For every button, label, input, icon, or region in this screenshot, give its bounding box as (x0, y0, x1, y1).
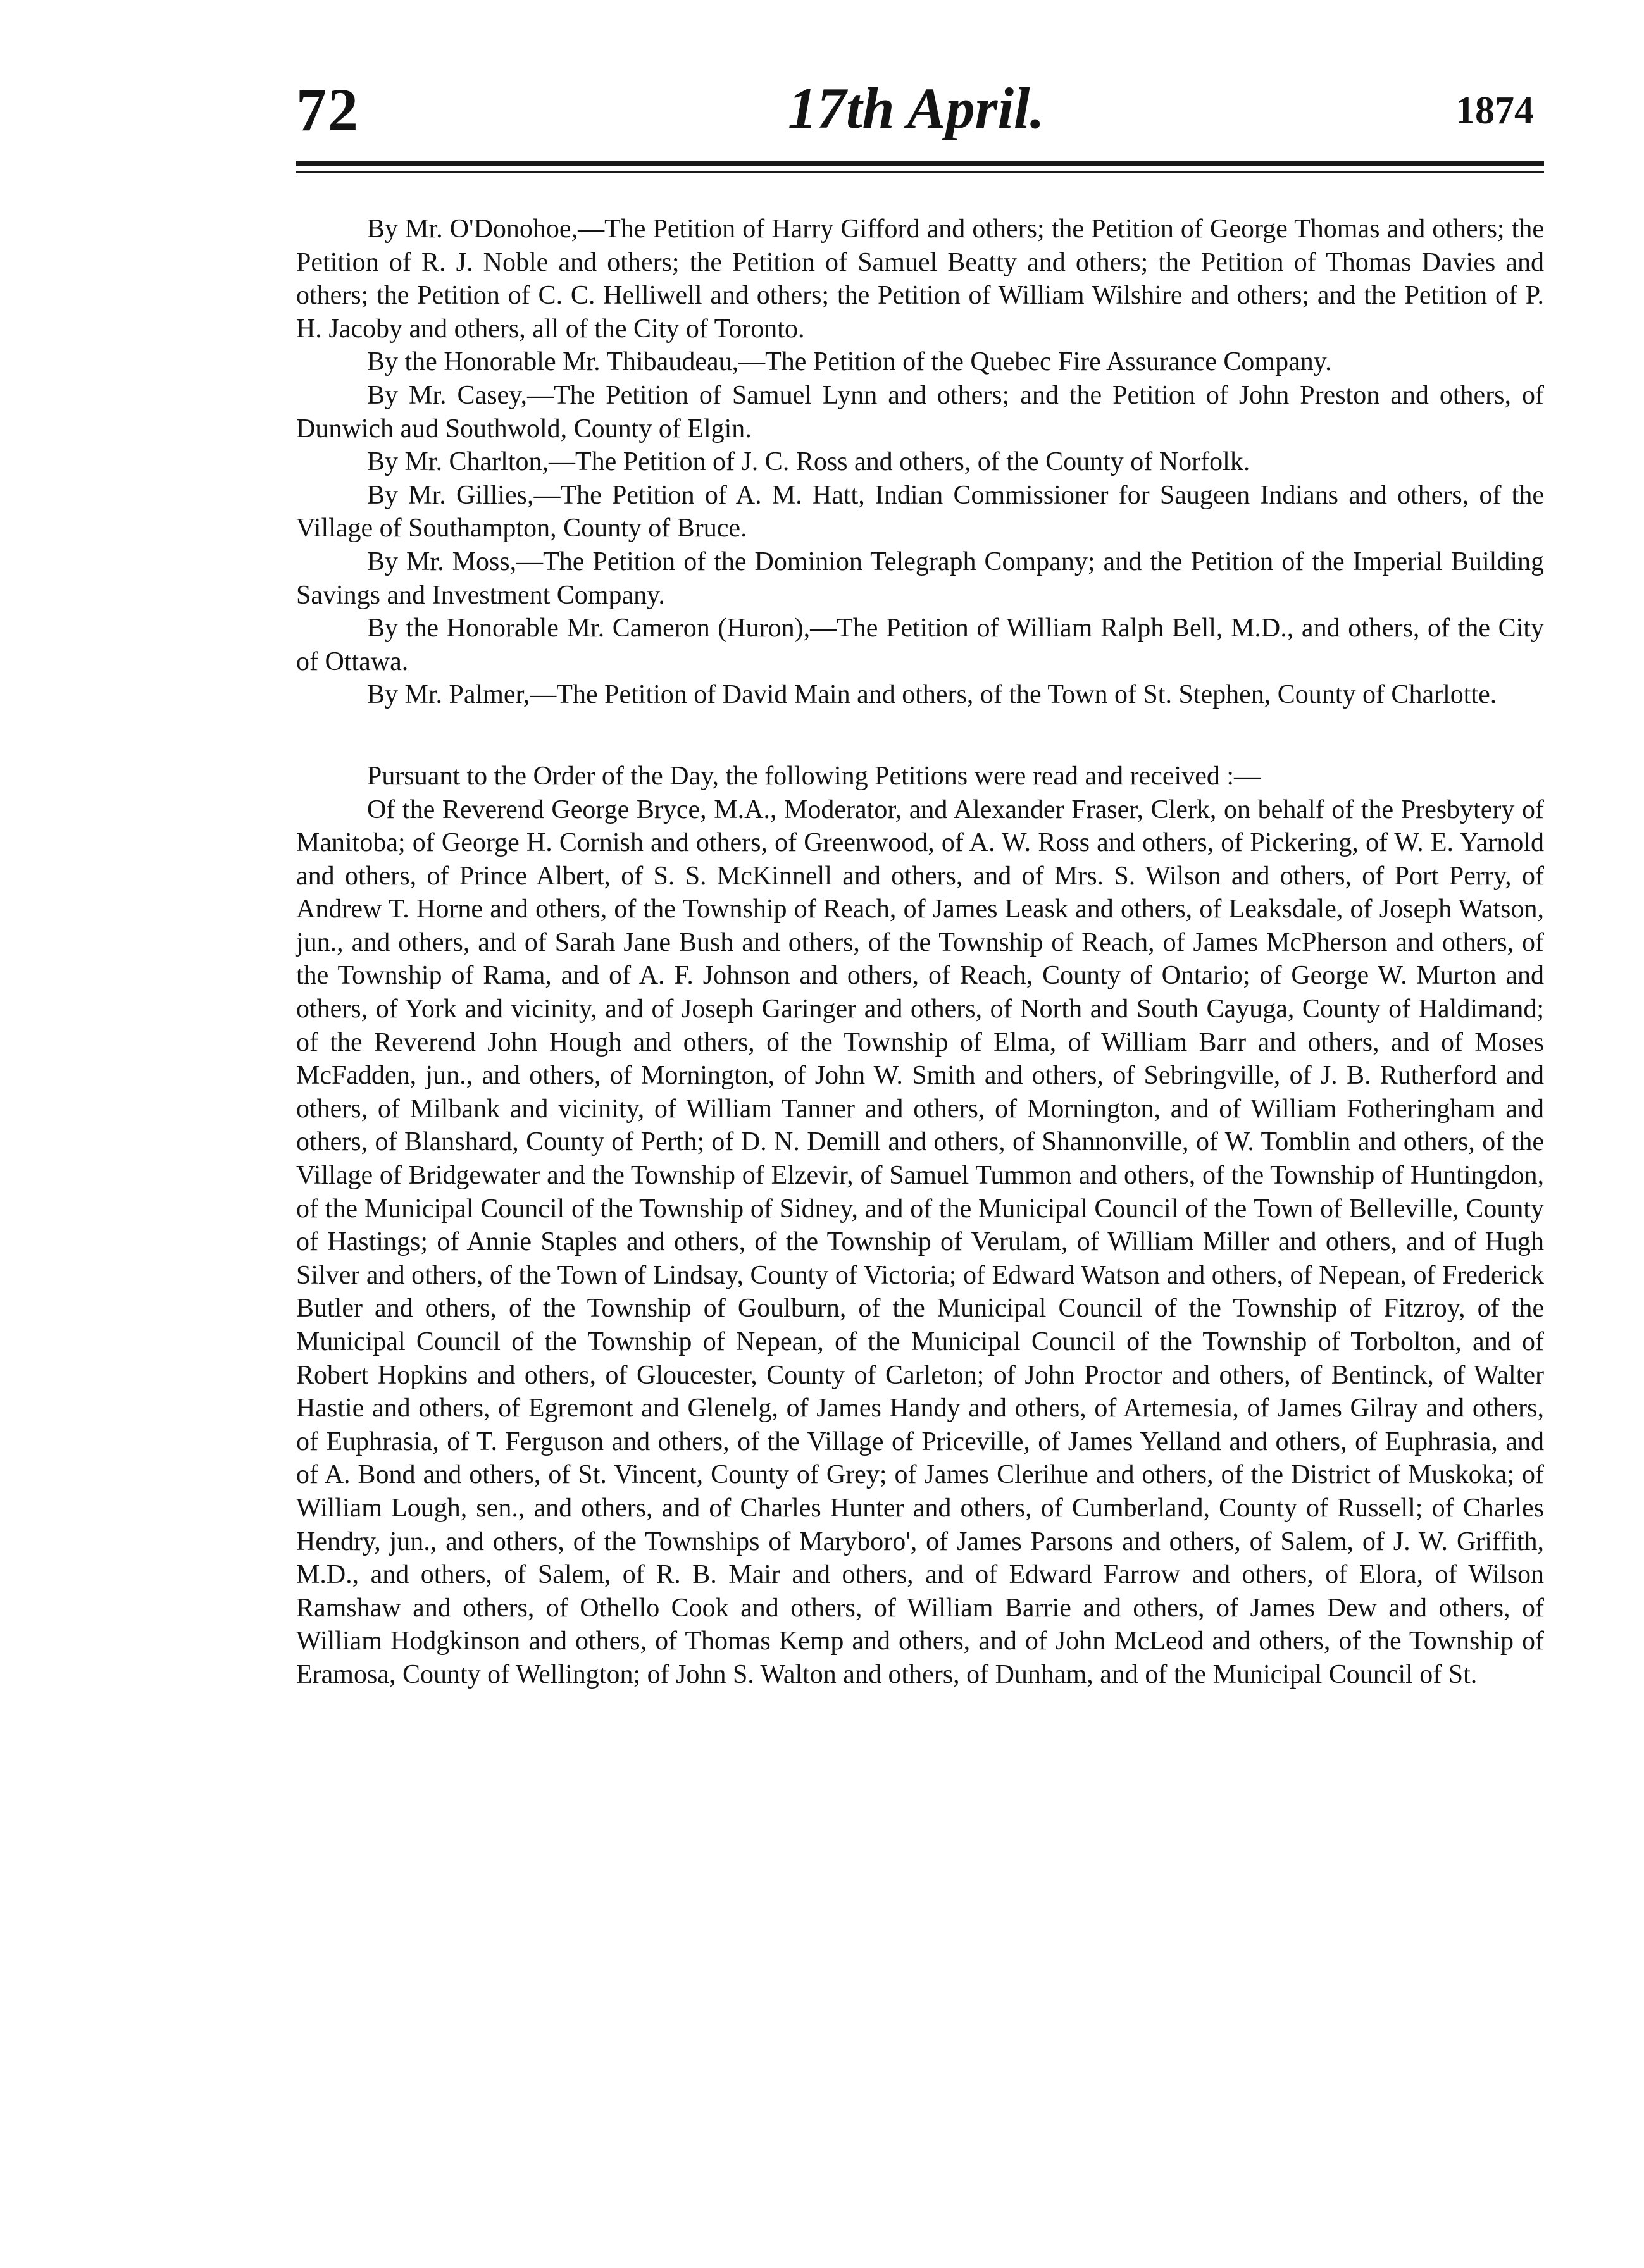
paragraph-petition-odonohoe: By Mr. O'Donohoe,—The Petition of Harry Gifford and others; the Petition of George Thomas and others; the Petition of R. J. Noble and others; the Petition of Samuel Beatty and others; the Petition of Thomas Davies and others; the Petition of C. C. Helliwell and others; the Petition of William Wilshire and others; and the Petition of P. H. Jacoby and others, all of the City of Toronto. (296, 214, 1544, 344)
paragraph-petition-thibaudeau: By the Honorable Mr. Thibaudeau,—The Petition of the Quebec Fire Assurance Company. (367, 347, 1332, 377)
journal-body (296, 213, 1544, 1692)
paragraph-petition-casey: By Mr. Casey,—The Petition of Samuel Lynn and others; and the Petition of John Preston and others, of Dunwich aud Southwold, County of Elgin. (296, 380, 1544, 443)
paragraph-petition-moss: By Mr. Moss,—The Petition of the Dominion Telegraph Company; and the Petition of the Imperial Building Savings and Investment Company. (296, 547, 1544, 610)
paragraph-petition-gillies: By Mr. Gillies,—The Petition of A. M. Hatt, Indian Commissioner for Saugeen Indians and others, of the Village of Southampton, County of Bruce. (296, 480, 1544, 543)
page-year: 1874 (1455, 89, 1534, 132)
paragraph-petition-cameron: By the Honorable Mr. Cameron (Huron),—The Petition of William Ralph Bell, M.D., and others, of the City of Ottawa. (296, 614, 1544, 676)
paragraph-order-of-day: Pursuant to the Order of the Day, the following Petitions were read and received :— (367, 761, 1261, 791)
paragraph-petitions-received: Of the Reverend George Bryce, M.A., Moderator, and Alexander Fraser, Clerk, on behalf of the Presbytery of Manitoba; of George H. Cornish and others, of Greenwood, of A. W. Ross and others, of Pickering, of W. E. Yarnold and others, of Prince Albert, of S. S. McKinnell and others, and of Mrs. S. Wilson and others, of Port Perry, of Andrew T. Horne and others, of the Township of Reach, of James Leask and others, of Leaksdale, of Joseph Watson, jun., and others, and of Sarah Jane Bush and others, of the Township of Reach, of James McPherson and others, of the Township of Rama, and of A. F. Johnson and others, of Reach, County of Ontario; of George W. Murton and others, of York and vicinity, and of Joseph Garinger and others, of North and South Cayuga, County of Haldimand; of the Reverend John Hough and others, of the Township of Elma, of William Barr and others, and of Moses McFadden, jun., and others, of Mornington, of John W. Smith and others, of Sebringville, of J. B. Rutherford and others, of Milbank and vicinity, of William Tanner and others, of Mornington, and of William Fotheringham and others, of Blanshard, County of Perth; of D. N. Demill and others, of Shannonville, of W. Tomblin and others, of the Village of Bridgewater and the Township of Elzevir, of Samuel Tummon and others, of the Township of Huntingdon, of the Municipal Council of the Township of Sidney, and of the Municipal Council of the Town of Belleville, County of Hastings; of Annie Staples and others, of the Township of Verulam, of William Miller and others, and of Hugh Silver and others, of the Town of Lindsay, County of Victoria; of Edward Watson and others, of Nepean, of Frederick Butler and others, of the Township of Goulburn, of the Municipal Council of the Township of Fitzroy, of the Municipal Council of the Township of Nepean, of the Municipal Council of the Township of Torbolton, and of Robert Hopkins and others, of Gloucester, County of Carleton; of John Proctor and others, of Bentinck, of Walter Hastie and others, of Egremont and Glenelg, of James Handy and others, of Artemesia, of James Gilray and others, of Euphrasia, of T. Ferguson and others, of the Village of Priceville, of James Yelland and others, of Euphrasia, and of A. Bond and others, of St. Vincent, County of Grey; of James Clerihue and others, of the District of Muskoka; of William Lough, sen., and others, and of Charles Hunter and others, of Cumberland, County of Russell; of Charles Hendry, jun., and others, of the Townships of Maryboro', of James Parsons and others, of Salem, of J. W. Griffith, M.D., and others, of Salem, of R. B. Mair and others, and of Edward Farrow and others, of Elora, of Wilson Ramshaw and others, of Othello Cook and others, of William Barrie and others, of James Dew and others, of William Hodgkinson and others, of Thomas Kemp and others, and of John McLeod and others, of the Township of Eramosa, County of Wellington; of John S. Walton and others, of Dunham, and of the Municipal Council of St. (296, 795, 1544, 1689)
header-rule-thin (296, 171, 1544, 173)
page-date-heading: 17th April. (788, 76, 1045, 140)
header-rule-thick (296, 161, 1544, 166)
paragraph-petition-palmer: By Mr. Palmer,—The Petition of David Main and others, of the Town of St. Stephen, County of Charlotte. (367, 680, 1497, 710)
page-number: 72 (296, 76, 359, 144)
paragraph-petition-charlton: By Mr. Charlton,—The Petition of J. C. Ross and others, of the County of Norfolk. (367, 447, 1250, 477)
